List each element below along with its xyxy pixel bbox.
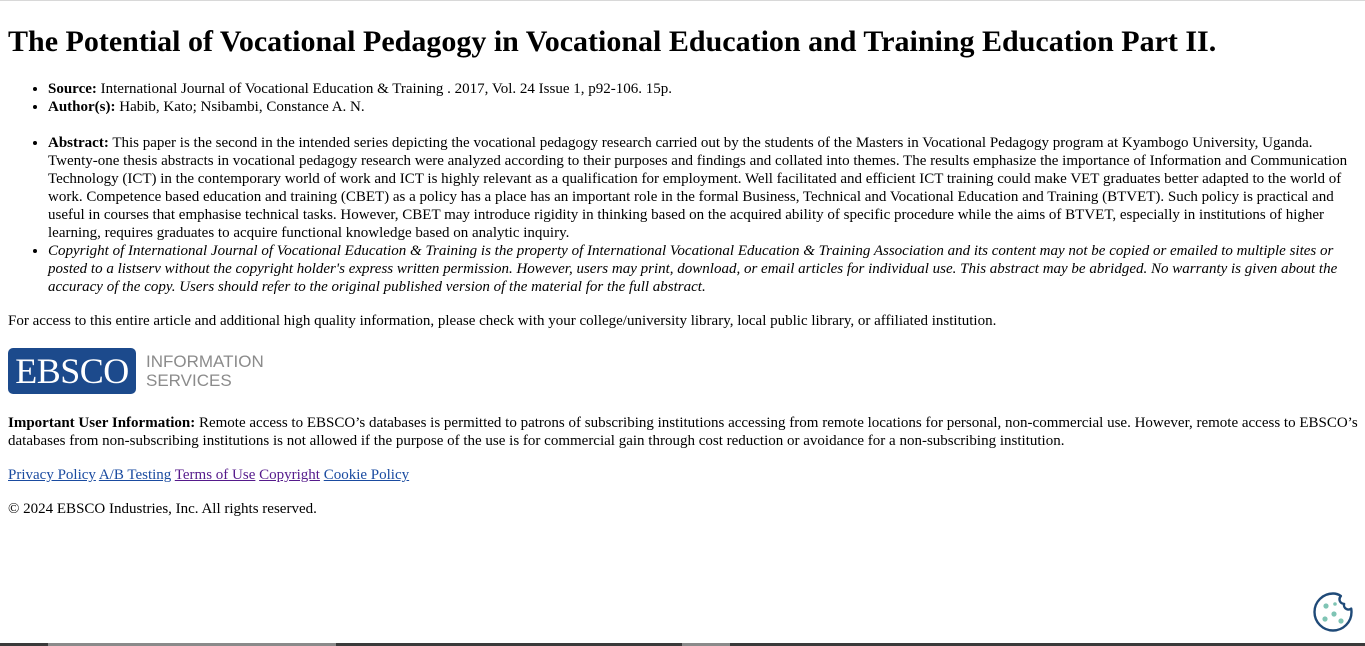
ebsco-wordmark: EBSCO (8, 348, 136, 394)
authors-value: Habib, Kato; Nsibambi, Constance A. N. (119, 99, 365, 115)
copyright-line: © 2024 EBSCO Industries, Inc. All rights reserved. (8, 501, 317, 517)
abstract-text: This paper is the second in the intended series depicting the vocational pedagogy research carried out by the students of the Masters in Vocational Pedagogy program at Kyambogo University, Uganda. Twenty-one thesis abstracts in vocational pedagogy research were analyzed according to their purposes and findings and collated into themes. The results emphasize the importance of Information and Communication Technology (ICT) in the contemporary world of work and ICT is highly relevant as a qualification for employment. Well facilitated and efficient ICT training could make VET graduates better adapted to the world of work. Competence based education and training (CBET) as a policy has a place has an important role in the formal Business, Technical and Vocational Education and Training (BTVET). Such policy is practical and useful in courses that emphasise technical tasks. However, CBET may introduce rigidity in thinking based on the acquired ability of specific procedure while the aims of BTVET, especially in institutions of higher learning, requires graduates to acquire functional knowledge based on analytic inquiry. (48, 135, 1348, 241)
footer-links (8, 466, 1360, 484)
article-metadata (8, 80, 1360, 116)
copyright-link[interactable]: Copyright (259, 467, 320, 483)
ab-testing-link[interactable]: A/B Testing (98, 467, 172, 483)
cookie-settings-button[interactable] (1312, 591, 1354, 633)
ebsco-logo (8, 346, 1360, 396)
terms-of-use-link[interactable]: Terms of Use (174, 467, 256, 483)
abstract-item (48, 134, 1360, 242)
article-page (8, 22, 1360, 518)
copyright-notice: Copyright of International Journal of Vocational Education & Training is the property of International Vocational Education & Training Association and its content may not be copied or emailed to multiple sites or posted to a listserv without the copyright holder's express written permission. However, users may print, download, or email articles for individual use. This abstract may be abridged. No warranty is given about the accuracy of the copy. Users should refer to the original published version of the material for the full abstract. (48, 243, 1338, 295)
user-info-text: Remote access to EBSCO’s databases is permitted to patrons of subscribing institutions accessing from remote locations for personal, non-commercial use. However, remote access to EBSCO’s databases from non-subscribing institutions is not allowed if the purpose of the use is for commercial gain through cost reduction or avoidance for a non-subscribing institution. (8, 415, 1358, 449)
logo-line-2: SERVICES (146, 371, 232, 390)
access-text: For access to this entire article and additional high quality information, please check with your college/university library, local public library, or affiliated institution. (8, 313, 997, 329)
important-user-information (8, 414, 1360, 450)
source-value: International Journal of Vocational Education & Training . 2017, Vol. 24 Issue 1, p92-106. 15p. (100, 81, 672, 97)
authors-label: Author(s): (48, 99, 116, 115)
logo-line-1: INFORMATION (146, 352, 264, 371)
article-abstract-section (8, 134, 1360, 296)
user-info-label: Important User Information: (8, 415, 196, 431)
copyright-notice-item (48, 242, 1360, 296)
source-label: Source: (48, 81, 97, 97)
abstract-label: Abstract: (48, 135, 109, 151)
article-title: The Potential of Vocational Pedagogy in Vocational Education and Training Education Part II. (8, 25, 1217, 58)
information-services-text (146, 352, 264, 390)
cookie-icon (1312, 591, 1354, 633)
privacy-policy-link[interactable]: Privacy Policy (8, 467, 96, 483)
top-border (0, 0, 1365, 1)
authors-item (48, 98, 1360, 116)
source-item (48, 80, 1360, 98)
cookie-policy-link[interactable]: Cookie Policy (323, 467, 410, 483)
